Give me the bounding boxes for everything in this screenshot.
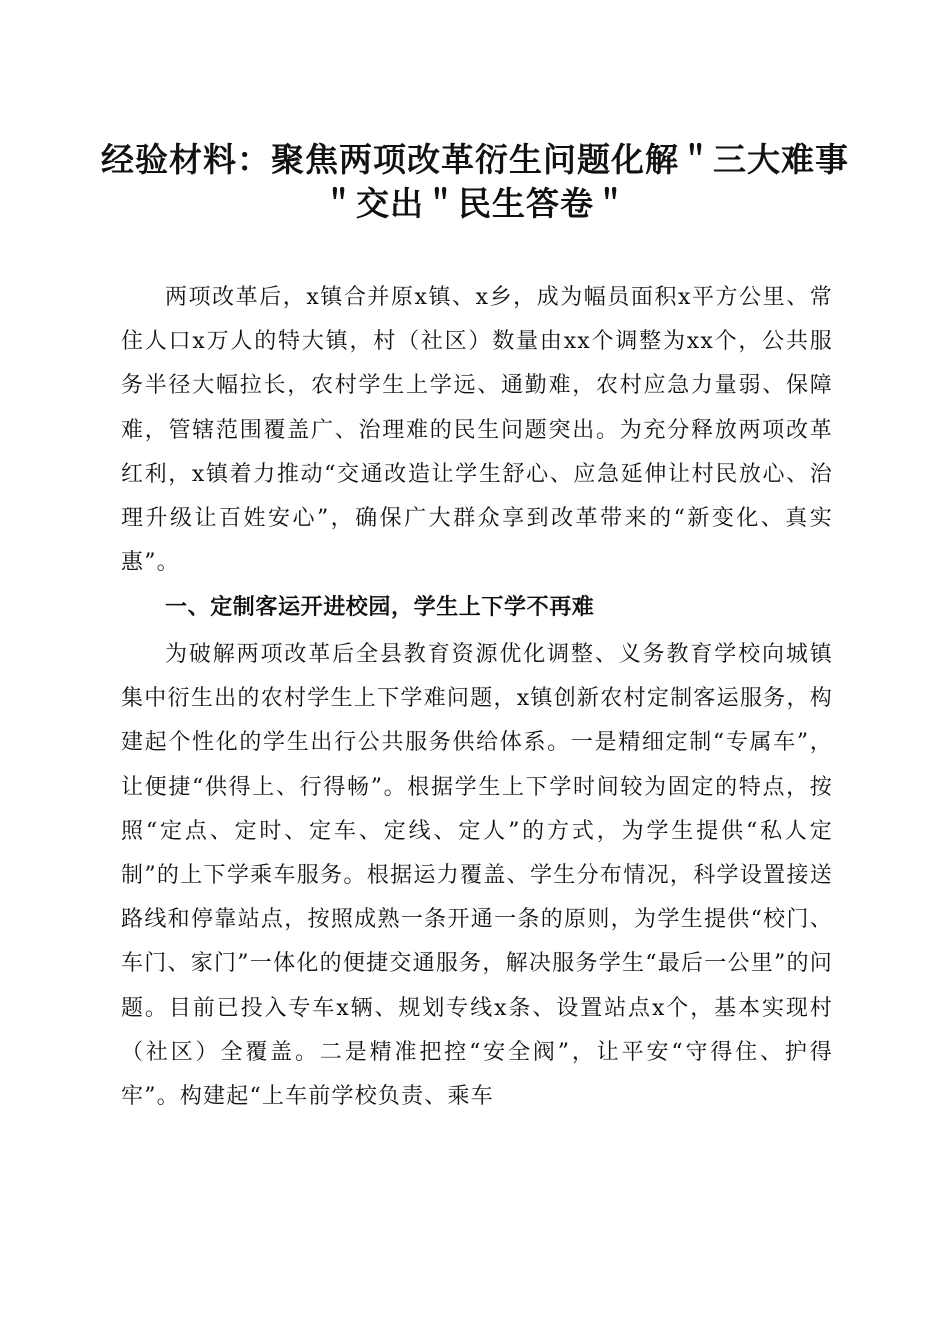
section-heading: 一、定制客运开进校园，学生上下学不再难 [165, 595, 595, 620]
document-title: 经验材料：聚焦两项改革衍生问题化解＂三大难事＂交出＂民生答卷＂ [101, 140, 849, 223]
intro-paragraph: 两项改革后，x镇合并原x镇、x乡，成为幅员面积x平方公里、常住人口x万人的特大镇，村（社区）数量由xx个调整为xx个，公共服务半径大幅拉长，农村学生上学远、通勤难，农村应急力量弱、保障难，管辖范围覆盖广、治理难的民生问题突出。为充分释放两项改革红利，x镇着力推动“交通改造让学生舒心、应急延伸让村民放心、治理升级让百姓安心”，确保广大群众享到改革带来的“新变化、真实惠”。 [121, 285, 833, 576]
section-paragraph: 为破解两项改革后全县教育资源优化调整、义务教育学校向城镇集中衍生出的农村学生上下学难问题，x镇创新农村定制客运服务，构建起个性化的学生出行公共服务供给体系。一是精细定制“专属车”，让便捷“供得上、行得畅”。根据学生上下学时间较为固定的特点，按照“定点、定时、定车、定线、定人”的方式，为学生提供“私人定制”的上下学乘车服务。根据运力覆盖、学生分布情况，科学设置接送路线和停靠站点，按照成熟一条开通一条的原则，为学生提供“校门、车门、家门”一体化的便捷交通服务，解决服务学生“最后一公里”的问题。目前已投入专车x辆、规划专线x条、设置站点x个，基本实现村（社区）全覆盖。二是精准把控“安全阀”，让平安“守得住、护得牢”。构建起“上车前学校负责、乘车 [121, 642, 833, 1110]
